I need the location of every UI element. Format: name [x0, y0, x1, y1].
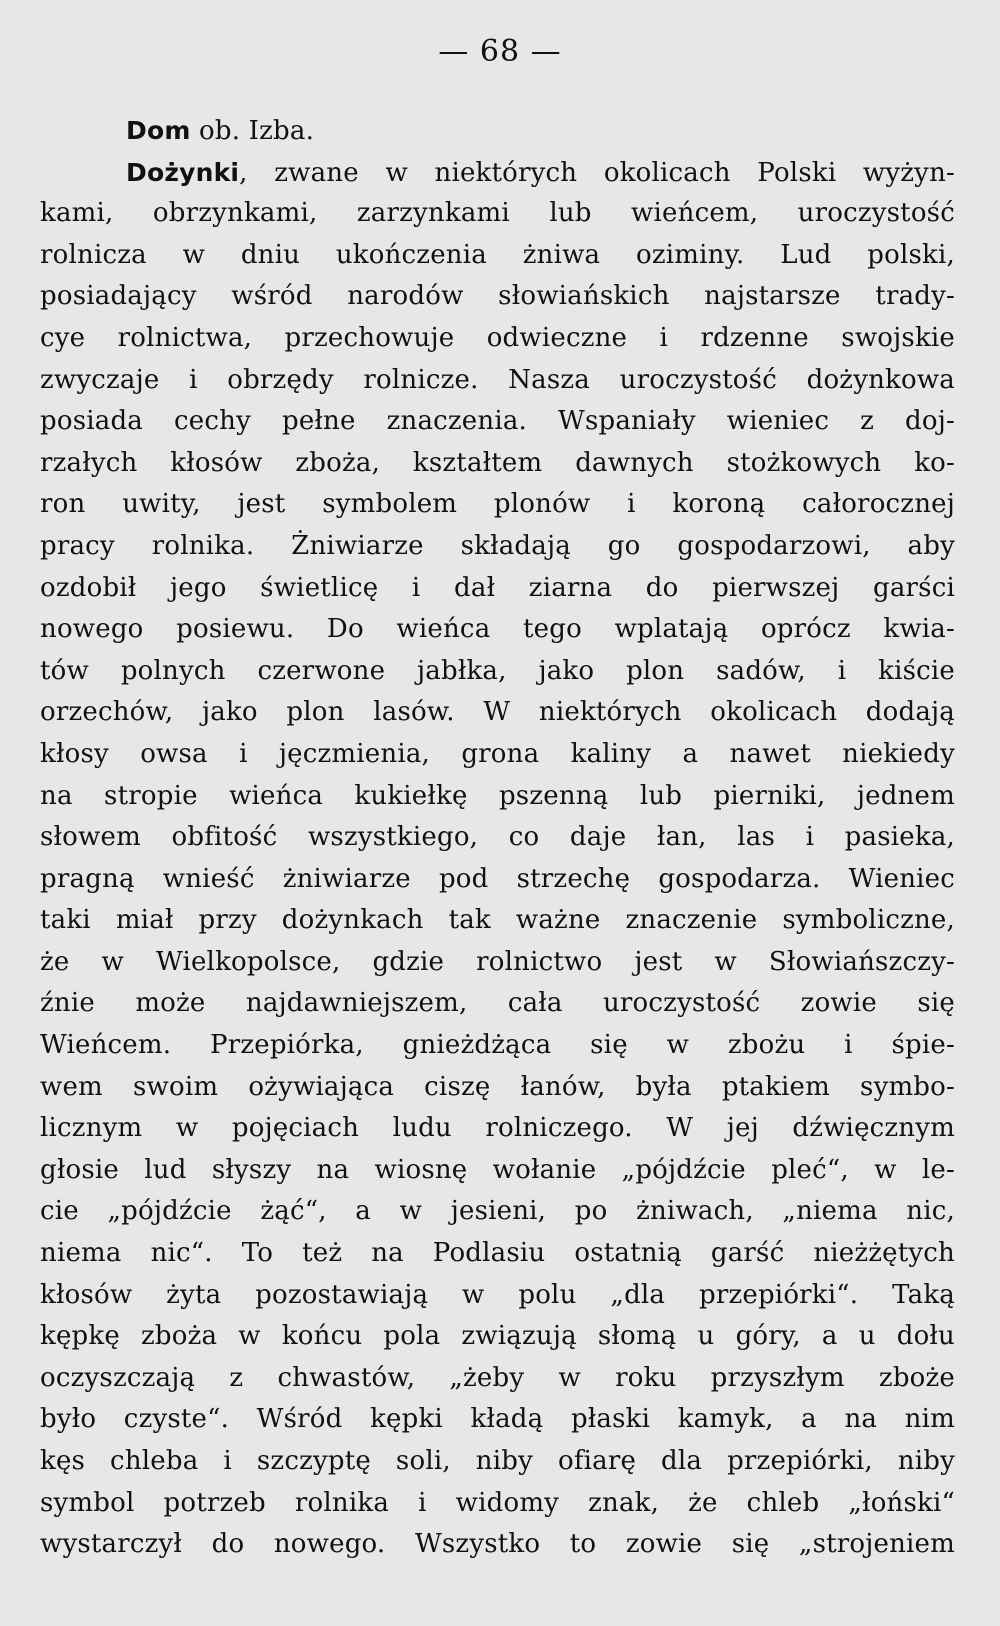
entry-line: wystarczył do nowego. Wszystko to zowie się „strojeniem [40, 1529, 955, 1560]
entry-line: symbol potrzeb rolnika i widomy znak, że chleb „łoński“ [40, 1487, 955, 1518]
entry-line: posiada cechy pełne znaczenia. Wspaniały wieniec z doj- [40, 406, 955, 437]
entry-line: pracy rolnika. Żniwiarze składają go gospodarzowi, aby [40, 530, 955, 561]
entry-line: kłosy owsa i jęczmienia, grona kaliny a nawet niekiedy [40, 738, 955, 769]
entry-line: na stropie wieńca kukiełkę pszenną lub pierniki, jednem [40, 780, 955, 811]
entry-line: oczyszczają z chwastów, „żeby w roku przyszłym zboże [40, 1362, 955, 1393]
entry-line: nowego posiewu. Do wieńca tego wplatają oprócz kwia- [40, 614, 955, 645]
page-number: — 68 — [438, 34, 562, 69]
entry-line: taki miał przy dożynkach tak ważne znaczenie symboliczne, [40, 905, 955, 936]
entry-line: kłosów żyta pozostawiają w polu „dla przepiórki“. Taką [40, 1279, 955, 1310]
entry-line: słowem obfitość wszystkiego, co daje łan, las i pasieka, [40, 822, 955, 853]
entry-line: pragną wnieść żniwiarze pod strzechę gospodarza. Wieniec [40, 863, 955, 894]
entry-line: źnie może najdawniejszem, cała uroczystość zowie się [40, 988, 955, 1019]
entry-line: wem swoim ożywiająca ciszę łanów, była ptakiem symbo- [40, 1071, 955, 1102]
entry-line: kępkę zboża w końcu pola związują słomą u góry, a u dołu [40, 1321, 955, 1352]
body-text [40, 110, 955, 1566]
entry-line [40, 152, 955, 194]
entry-line: cye rolnictwa, przechowuje odwieczne i rdzenne swojskie [40, 322, 955, 353]
entry-line: licznym w pojęciach ludu rolniczego. W jej dźwięcznym [40, 1113, 955, 1144]
entry-line: kami, obrzynkami, zarzynkami lub wieńcem, uroczystość [40, 198, 955, 229]
entry-line: niema nic“. To też na Podlasiu ostatnią garść nieżżętych [40, 1238, 955, 1269]
entry-dom-line [40, 110, 955, 152]
entry-line: kęs chleba i szczyptę soli, niby ofiarę dla przepiórki, niby [40, 1446, 955, 1476]
entry-line: orzechów, jako plon lasów. W niektórych okolicach dodają [40, 697, 955, 728]
entry-text: , zwane w niektórych okolicach Polski wyżyn- [239, 157, 955, 188]
entry-line: zwyczaje i obrzędy rolnicze. Nasza uroczystość dożynkowa [40, 364, 955, 395]
entry-line: Wieńcem. Przepiórka, gnieżdżąca się w zbożu i śpie- [40, 1030, 955, 1061]
entry-line: głosie lud słyszy na wiosnę wołanie „pójdźcie pleć“, w le- [40, 1154, 955, 1185]
entry-line: że w Wielkopolsce, gdzie rolnictwo jest w Słowiańszczy- [40, 946, 955, 977]
entry-dom-text: ob. Izba. [190, 116, 315, 146]
headword-dozynki: Dożynki [126, 157, 240, 187]
entry-line: ron uwity, jest symbolem plonów i koroną całorocznej [40, 489, 955, 520]
entry-line: posiadający wśród narodów słowiańskich najstarsze trady- [40, 281, 955, 312]
entry-line: rzałych kłosów zboża, kształtem dawnych stożkowych ko- [40, 447, 955, 478]
entry-line: ozdobił jego świetlicę i dał ziarna do pierwszej garści [40, 572, 955, 603]
headword-dom: Dom [126, 116, 191, 145]
entry-line: tów polnych czerwone jabłka, jako plon sadów, i kiście [40, 655, 955, 686]
entry-line: było czyste“. Wśród kępki kładą płaski kamyk, a na nim [40, 1404, 955, 1435]
entry-line: cie „pójdźcie żąć“, a w jesieni, po żniwach, „niema nic, [40, 1196, 955, 1227]
entry-line: rolnicza w dniu ukończenia żniwa oziminy. Lud polski, [40, 239, 955, 270]
